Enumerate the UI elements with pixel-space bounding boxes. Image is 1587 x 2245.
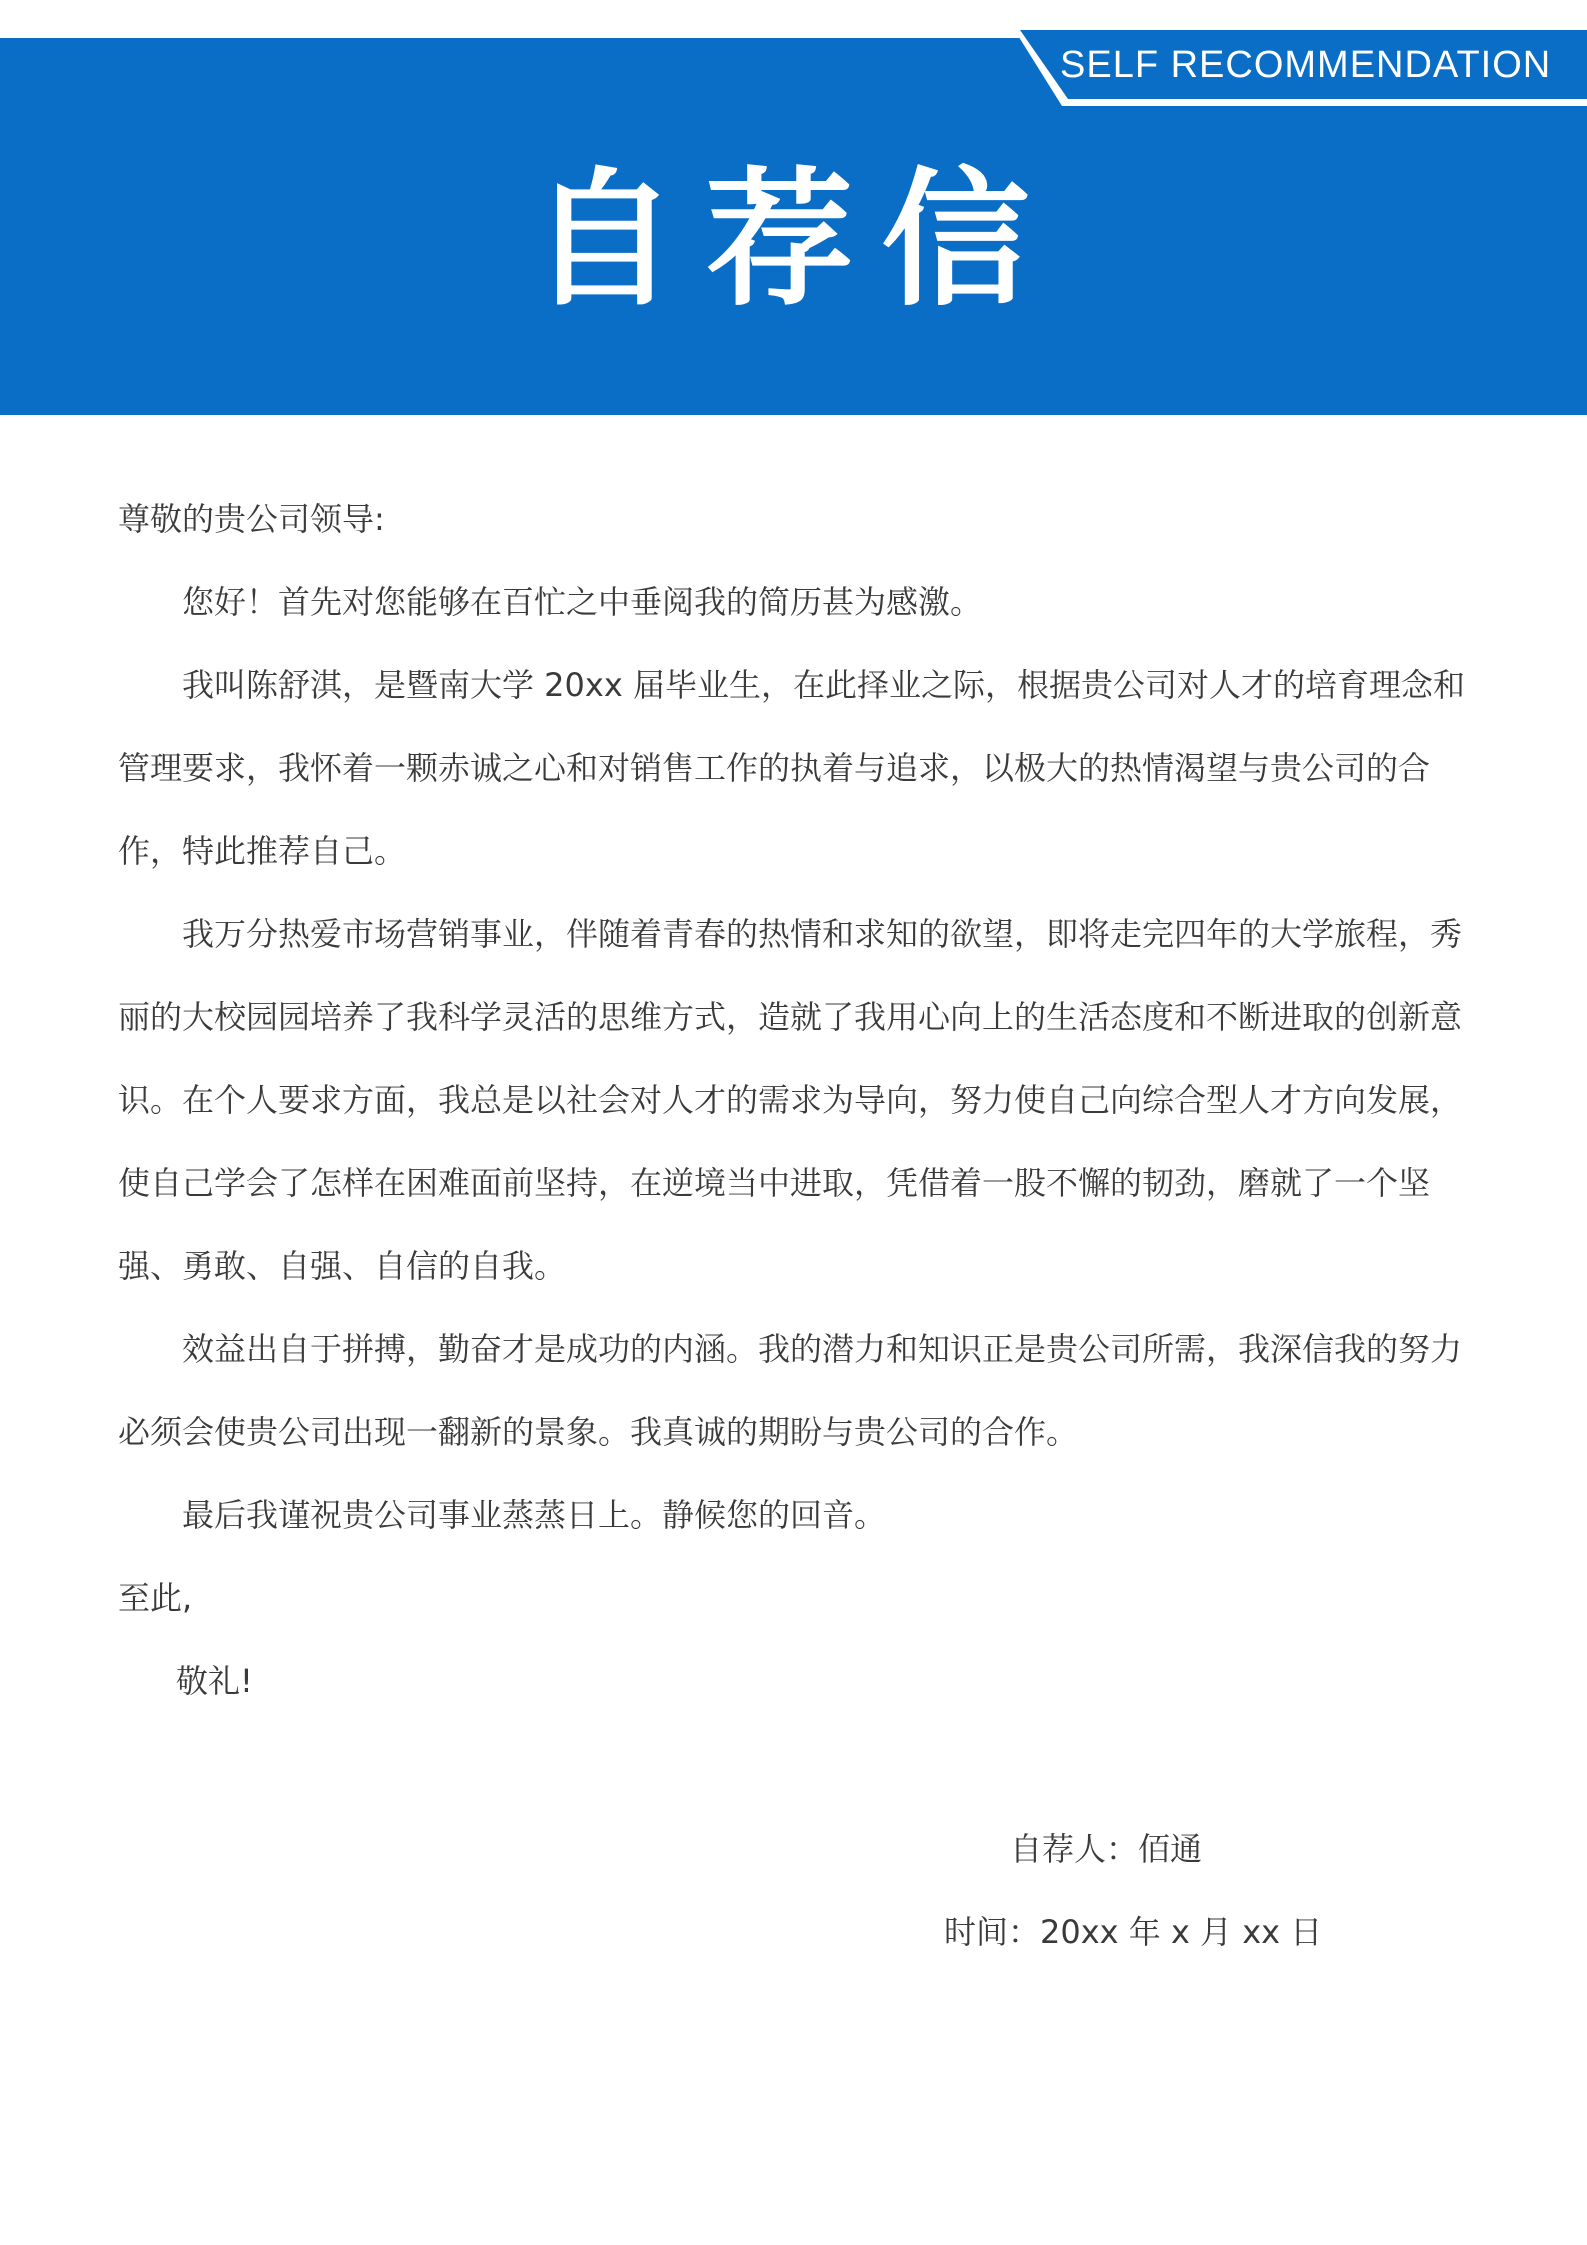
letter-paragraph: 最后我谨祝贵公司事业蒸蒸日上。静候您的回音。	[182, 1496, 887, 1534]
letter-body	[118, 478, 1478, 1723]
header-band	[0, 0, 1587, 415]
page-title: 自荐信	[529, 154, 1058, 326]
letter-salute: 敬礼!	[176, 1662, 253, 1700]
letter-greeting: 尊敬的贵公司领导:	[118, 500, 385, 538]
letter-paragraph: 我叫陈舒淇，是暨南大学 20xx 届毕业生，在此择业之际，根据贵公司对人才的培育理念和管理要求，我怀着一颗赤诚之心和对销售工作的执着与追求，以极大的热情渴望与贵公司的合作，特此推荐自己。	[118, 666, 1465, 870]
header-tag: SELF RECOMMENDATION	[1060, 44, 1552, 86]
letter-closing: 至此,	[118, 1579, 193, 1617]
letter-paragraph: 我万分热爱市场营销事业，伴随着青春的热情和求知的欲望，即将走完四年的大学旅程，秀丽的大校园园培养了我科学灵活的思维方式，造就了我用心向上的生活态度和不断进取的创新意识。在个人要求方面，我总是以社会对人才的需求为导向，努力使自己向综合型人才方向发展，使自己学会了怎样在困难面前坚持，在逆境当中进取，凭借着一股不懈的韧劲，磨就了一个坚强、勇敢、自强、自信的自我。	[118, 915, 1463, 1285]
letter-paragraph: 效益出自于拼搏，勤奋才是成功的内涵。我的潜力和知识正是贵公司所需，我深信我的努力必须会使贵公司出现一翻新的景象。我真诚的期盼与贵公司的合作。	[118, 1330, 1463, 1451]
signature-date: 时间：20xx 年 x 月 xx 日	[944, 1913, 1323, 1951]
signature-block	[900, 1808, 1420, 1974]
signature-name: 自荐人：佰通	[1010, 1830, 1203, 1868]
letter-paragraph: 您好！首先对您能够在百忙之中垂阅我的简历甚为感激。	[182, 583, 983, 621]
